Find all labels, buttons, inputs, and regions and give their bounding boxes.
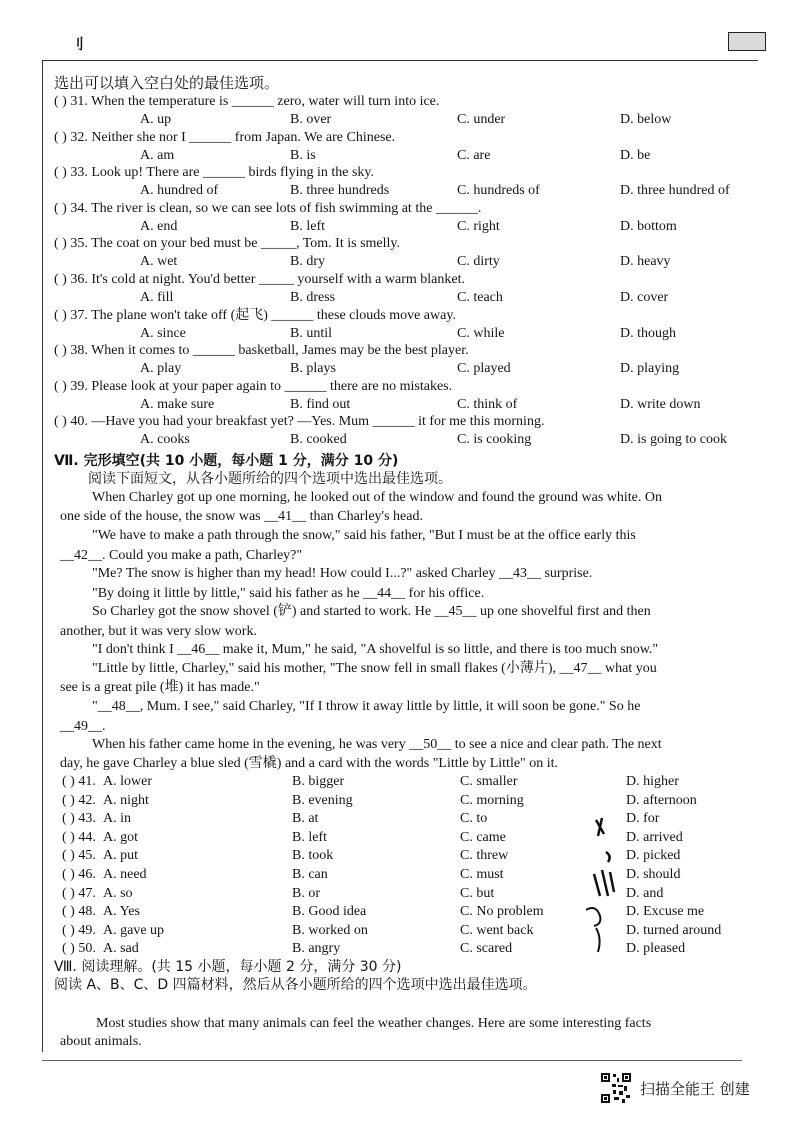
scanner-watermark [600, 1072, 780, 1112]
cloze-option-c: C. No problem [460, 904, 544, 920]
cloze-passage-line: __42__. Could you make a path, Charley?" [60, 548, 303, 563]
cloze-passage-line: "Me? The snow is higher than my head! How could I...?" asked Charley __43__ surprise. [92, 566, 593, 581]
question-stem: ( ) 38. When it comes to ______ basketball, James may be the best player. [54, 343, 469, 359]
section8-instruction: 阅读 A、B、C、D 四篇材料，然后从各小题所给的四个选项中选出最佳选项。 [54, 977, 537, 993]
cloze-option-c: C. came [460, 829, 506, 845]
option-c: C. is cooking [457, 432, 532, 448]
option-c: C. hundreds of [457, 183, 540, 199]
cloze-option-a: A. night [103, 792, 149, 808]
cloze-option-d: D. and [626, 885, 664, 901]
option-a: A. play [140, 361, 182, 377]
question-options [54, 359, 770, 378]
cloze-passage-line: So Charley got the snow shovel (铲) and started to work. He __45__ up one shovelful first and then [92, 604, 651, 619]
cloze-option-b: B. or [292, 885, 320, 901]
cloze-passage-line: When Charley got up one morning, he looked out of the window and found the ground was white. On [92, 490, 663, 505]
cloze-passage-line: "We have to make a path through the snow," said his father, "But I must be at the office early this [92, 528, 636, 543]
cloze-option-d: D. Excuse me [626, 904, 705, 920]
qr-code-icon [600, 1072, 632, 1104]
option-d: D. write down [620, 396, 701, 412]
cloze-question-number: ( ) 48. [62, 904, 96, 920]
option-d: D. heavy [620, 254, 671, 270]
reading-passage-line-2: about animals. [60, 1034, 142, 1049]
option-b: B. until [290, 325, 333, 341]
cloze-question-number: ( ) 45. [62, 848, 96, 864]
frame-left-line [42, 60, 43, 1052]
cloze-passage-line: one side of the house, the snow was __41__ than Charley's head. [60, 509, 423, 524]
question-stem: ( ) 39. Please look at your paper again to ______ there are no mistakes. [54, 378, 453, 394]
cloze-option-d: D. pleased [626, 941, 686, 957]
cloze-option-b: B. bigger [292, 774, 345, 789]
section8-title: Ⅷ. 阅读理解。(共 15 小题，每小题 2 分，满分 30 分) [54, 959, 402, 975]
cloze-option-b: B. worked on [292, 922, 368, 938]
cloze-option-a: A. sad [103, 941, 139, 957]
question-options [54, 181, 770, 200]
option-b: B. three hundreds [290, 183, 390, 199]
option-a: A. fill [140, 290, 174, 305]
cloze-question-number: ( ) 44. [62, 829, 96, 845]
option-d: D. bottom [620, 218, 677, 234]
option-c: C. played [457, 361, 511, 377]
section6-instruction: 选出可以填入空白处的最佳选项。 [54, 74, 280, 92]
question-options [54, 395, 770, 414]
option-d: D. playing [620, 361, 680, 377]
cloze-passage-line: another, but it was very slow work. [60, 624, 257, 639]
cloze-passage-line: "I don't think I __46__ make it, Mum," he said, "A shovelful is so little, and there is too much snow." [92, 642, 659, 657]
question-options [54, 217, 770, 236]
option-a: A. cooks [140, 432, 190, 448]
section7-instruction: 阅读下面短文，从各小题所给的四个选项中选出最佳选项。 [88, 471, 452, 487]
option-b: B. plays [290, 361, 336, 377]
option-a: A. up [140, 112, 172, 127]
cloze-passage-line: "Little by little, Charley," said his mother, "The snow fell in small flakes (小薄片), __47__ what you [92, 661, 657, 676]
option-c: C. dirty [457, 254, 500, 270]
option-b: B. dry [290, 254, 325, 270]
question-stem: ( ) 37. The plane won't take off (起飞) ______ these clouds move away. [54, 307, 456, 323]
cloze-option-d: D. afternoon [626, 792, 697, 808]
cloze-option-c: C. must [460, 867, 504, 882]
cloze-option-b: B. evening [292, 792, 353, 808]
cloze-question-number: ( ) 49. [62, 922, 96, 938]
cloze-passage-line: "By doing it little by little," said his father as he __44__ for his office. [92, 586, 485, 601]
option-b: B. dress [290, 290, 336, 305]
cloze-passage-line: __49__. [60, 719, 106, 734]
cloze-option-d: D. should [626, 867, 681, 882]
option-d: D. below [620, 112, 672, 127]
question-options [54, 324, 770, 343]
cloze-option-b: B. can [292, 867, 328, 882]
cloze-option-d: D. picked [626, 848, 681, 864]
question-options [54, 110, 770, 129]
option-b: B. over [290, 112, 332, 127]
cloze-option-a: A. in [103, 811, 131, 827]
option-a: A. end [140, 218, 178, 234]
cloze-option-a: A. put [103, 848, 138, 864]
option-c: C. under [457, 112, 506, 127]
cloze-option-d: D. arrived [626, 829, 683, 845]
option-d: D. three hundred of [620, 183, 730, 199]
question-stem: ( ) 33. Look up! There are ______ birds flying in the sky. [54, 165, 374, 181]
cloze-passage-line: day, he gave Charley a blue sled (雪橇) and a card with the words "Little by Little" on it. [60, 756, 559, 771]
cloze-option-d: D. turned around [626, 922, 722, 938]
corner-mark: 刂 [70, 38, 84, 53]
cloze-option-b: B. took [292, 848, 334, 864]
cloze-option-a: A. so [103, 885, 133, 901]
cloze-option-c: C. to [460, 811, 488, 827]
option-c: C. while [457, 325, 505, 341]
option-d: D. be [620, 147, 651, 163]
cloze-question-number: ( ) 42. [62, 792, 96, 808]
question-stem: ( ) 34. The river is clean, so we can see lots of fish swimming at the ______. [54, 200, 482, 216]
cloze-option-c: C. morning [460, 792, 524, 808]
section7-title: Ⅶ. 完形填空(共 10 小题，每小题 1 分，满分 10 分) [54, 453, 399, 469]
cloze-option-d: D. higher [626, 774, 679, 789]
question-stem: ( ) 31. When the temperature is ______ zero, water will turn into ice. [54, 94, 440, 109]
cloze-option-c: C. but [460, 885, 495, 901]
cloze-option-a: A. gave up [103, 922, 165, 938]
cloze-passage-line: "__48__, Mum. I see," said Charley, "If I throw it away little by little, it will soon be gone." So he [92, 699, 641, 714]
cloze-passage-line: When his father came home in the evening, he was very __50__ to see a nice and clear path. The next [92, 737, 662, 752]
cloze-question-number: ( ) 43. [62, 811, 96, 827]
option-a: A. wet [140, 254, 178, 270]
cloze-option-b: B. angry [292, 941, 341, 957]
cloze-option-b: B. left [292, 829, 327, 845]
handwriting-marks [586, 812, 646, 962]
frame-bottom-line [42, 1060, 742, 1061]
cloze-option-c: C. threw [460, 848, 509, 864]
cloze-option-a: A. got [103, 829, 138, 845]
cloze-question-number: ( ) 41. [62, 774, 96, 789]
corner-box [728, 32, 766, 51]
option-a: A. since [140, 325, 186, 341]
question-options [54, 252, 770, 271]
question-stem: ( ) 32. Neither she nor I ______ from Japan. We are Chinese. [54, 129, 396, 145]
option-b: B. cooked [290, 432, 347, 448]
question-stem: ( ) 40. —Have you had your breakfast yet? —Yes. Mum ______ it for me this morning. [54, 414, 545, 430]
option-a: A. make sure [140, 396, 215, 412]
cloze-option-b: B. at [292, 811, 319, 827]
option-a: A. hundred of [140, 183, 219, 199]
cloze-option-c: C. went back [460, 922, 534, 938]
option-c: C. think of [457, 396, 518, 412]
option-c: C. teach [457, 290, 503, 305]
option-b: B. is [290, 147, 316, 163]
option-a: A. am [140, 147, 175, 163]
cloze-option-a: A. lower [103, 774, 152, 789]
cloze-question-number: ( ) 50. [62, 941, 96, 957]
frame-top-line [42, 60, 758, 61]
cloze-option-b: B. Good idea [292, 904, 367, 920]
question-stem: ( ) 35. The coat on your bed must be _____, Tom. It is smelly. [54, 236, 400, 252]
question-stem: ( ) 36. It's cold at night. You'd better _____ yourself with a warm blanket. [54, 272, 465, 287]
cloze-option-a: A. need [103, 867, 147, 882]
cloze-option-c: C. smaller [460, 774, 518, 789]
question-options [54, 288, 770, 307]
scanner-text: 扫描全能王 创建 [640, 1080, 750, 1098]
option-d: D. cover [620, 290, 669, 305]
option-d: D. though [620, 325, 676, 341]
cloze-question-number: ( ) 46. [62, 867, 96, 882]
option-b: B. left [290, 218, 325, 234]
option-b: B. find out [290, 396, 351, 412]
cloze-option-a: A. Yes [103, 904, 140, 920]
option-c: C. are [457, 147, 491, 163]
option-c: C. right [457, 218, 500, 234]
cloze-option-d: D. for [626, 811, 660, 827]
reading-passage-line-1: Most studies show that many animals can feel the weather changes. Here are some interesting facts [96, 1016, 652, 1031]
question-options [54, 146, 770, 165]
cloze-passage-line: see is a great pile (堆) it has made." [60, 680, 260, 695]
cloze-option-c: C. scared [460, 941, 513, 957]
option-d: D. is going to cook [620, 432, 727, 448]
question-options [54, 430, 770, 449]
cloze-question-number: ( ) 47. [62, 885, 96, 901]
